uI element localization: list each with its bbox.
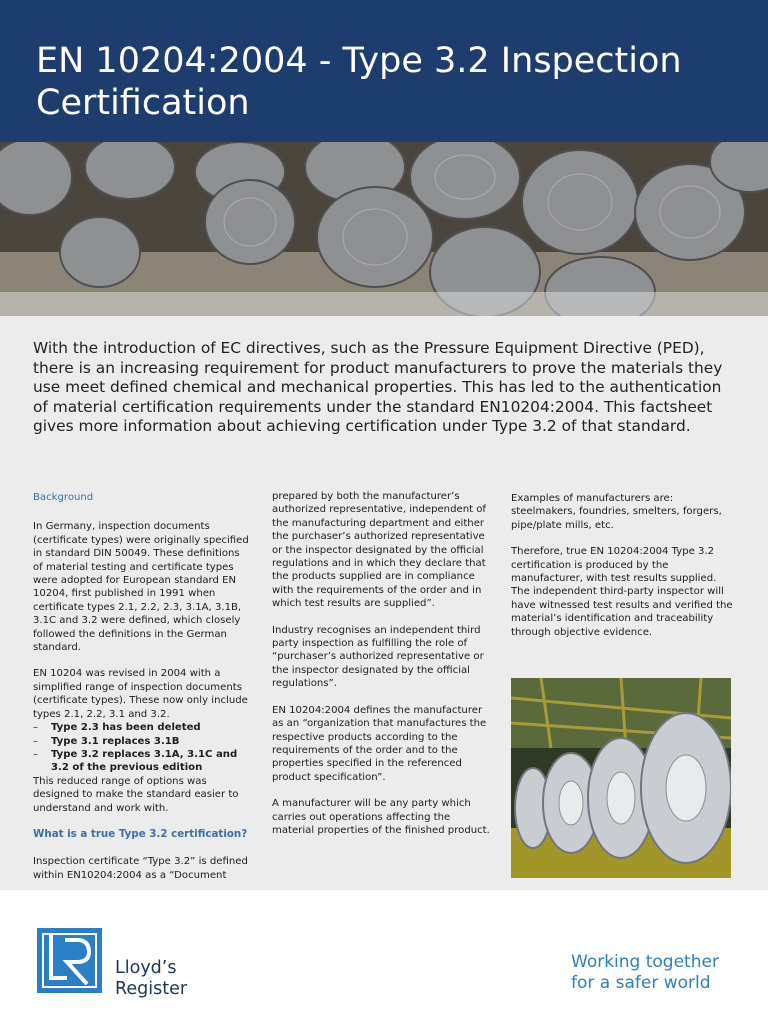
- background-paragraph-2: EN 10204 was revised in 2004 with a simplified range of inspection documents (certificate types). These now only include types 2.1, 2.2, 3.1 and 3.2.: [33, 668, 248, 720]
- type32-heading: What is a true Type 3.2 certification?: [33, 827, 248, 840]
- footer: [0, 890, 768, 1024]
- lloyds-register-logo-icon: [37, 928, 102, 993]
- changes-list: [33, 721, 251, 775]
- background-paragraph-1: In Germany, inspection documents (certificate types) were originally specified in standard DIN 50049. These definitions of material testing and certificate types were adopted for European standard EN 10204, first published in 1991 when certificate types 2.1, 2.2, 2.3, 3.1A, 3.1B, 3.1C and 3.2 were defined, which closely followed the definitions in the German standard.: [33, 521, 249, 654]
- page-title: EN 10204:2004 - Type 3.2 Inspection Certification: [36, 41, 682, 123]
- examples-paragraph: Examples of manufacturers are: steelmakers, foundries, smelters, forgers, pipe/plate mills, etc.: [511, 493, 722, 531]
- intro-paragraph: With the introduction of EC directives, such as the Pressure Equipment Directive (PED), there is an increasing requirement for product manufacturers to prove the materials they use meet defined chemical and mechanical properties. This has led to the authentication of material certification requirements under the standard EN10204:2004. This factsheet gives more information about achieving certification under Type 3.2 of that standard.: [33, 339, 723, 435]
- industry-paragraph: Industry recognises an independent third party inspection as fulfilling the role of “purchaser’s authorized representative or the inspector designated by the official regulations”.: [272, 624, 484, 690]
- column-middle: [272, 490, 494, 850]
- manufacturer-definition-paragraph: EN 10204:2004 defines the manufacturer as an “organization that manufactures the respective products according to the requirements of the order and to the properties specified in the referenced product specification”.: [272, 704, 487, 783]
- steel-bars-photo: [0, 142, 768, 316]
- background-heading: Background: [33, 492, 94, 503]
- list-item: – Type 2.3 has been deleted: [33, 722, 201, 734]
- list-item: – Type 3.2 replaces 3.1A, 3.1C and 3.2 of the previous edition: [33, 748, 238, 774]
- tagline: Working together for a safer world: [571, 952, 719, 993]
- definition-paragraph: prepared by both the manufacturer’s authorized representative, independent of the manufacturing department and either the purchaser’s authorized representative or the inspector designated by the official regulations and in which they declare that the products supplied are in compliance with the requirements of the order and in which test results are supplied”.: [272, 491, 486, 610]
- header-banner: [0, 0, 768, 142]
- manufacturer-party-paragraph: A manufacturer will be any party which carries out operations affecting the material properties of the finished product.: [272, 798, 490, 836]
- background-paragraph-3: This reduced range of options was designed to make the standard easier to understand and work with.: [33, 775, 239, 814]
- true-type32-paragraph: Therefore, true EN 10204:2004 Type 3.2 certification is produced by the manufacturer, with test results supplied. The independent third-party inspector will have witnessed test results and verified the material’s identification and traceability through objective evidence.: [511, 546, 733, 638]
- steel-coils-photo: [511, 678, 731, 878]
- list-item: – Type 3.1 replaces 3.1B: [33, 735, 180, 747]
- brand-name: Lloyd’s Register: [115, 958, 188, 999]
- type32-paragraph-1: Inspection certificate “Type 3.2” is defined within EN10204:2004 as a “Document: [33, 856, 248, 881]
- column-left: [33, 491, 251, 895]
- column-right: [511, 492, 733, 652]
